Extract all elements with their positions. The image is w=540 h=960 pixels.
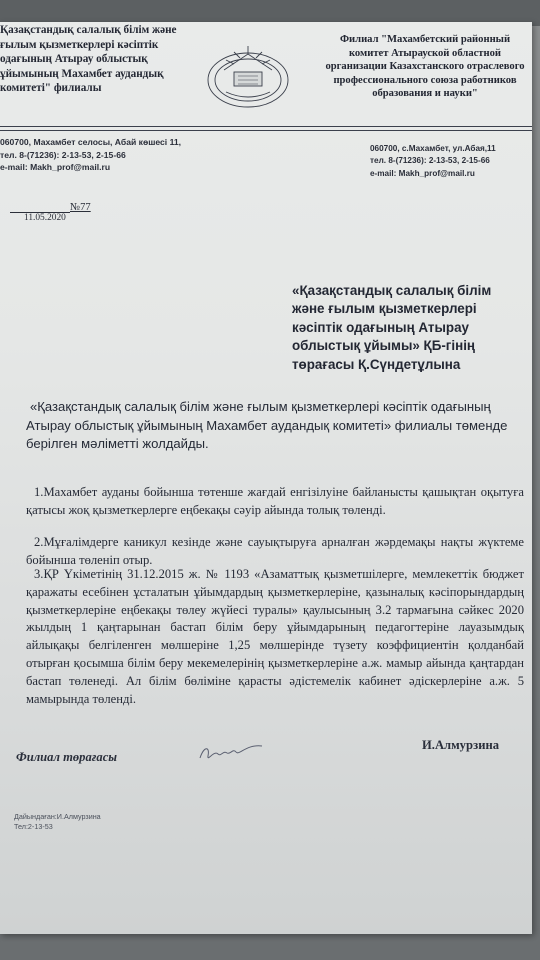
address-left: [0, 136, 220, 174]
header-left-line: одағының Атырау облыстық: [0, 53, 148, 66]
address-right-line: тел. 8-(71236): 2-13-53, 2-15-66: [370, 156, 490, 166]
address-right-line: 060700, с.Махамбет, ул.Абая,11: [370, 144, 496, 153]
union-emblem-logo: [204, 40, 292, 110]
handwritten-signature: [196, 738, 266, 768]
prepared-by-line: Дайындаған:И.Алмурзина: [14, 812, 101, 821]
header-right-line: профессионального союза работников: [333, 74, 517, 86]
header-left-line: Қазақстандық салалық білім және: [0, 24, 177, 36]
addressee: «Қазақстандық салалық білім және ғылым қызметкерлері кәсіптік одағының Атырау облыстық ұйымы» ҚБ-гінің төрағасы Қ.Сүндетұлына: [292, 283, 492, 372]
header-left-line: комитеті" филиалы: [0, 82, 102, 95]
header-left-line: ұйымының Махамбет аудандық: [0, 67, 164, 80]
address-left-line: 060700, Махамбет селосы, Абай көшесі 11,: [0, 137, 182, 147]
header-right-line: организации Казахстанского отраслевого: [325, 61, 525, 73]
signatory-role: Филиал төрағасы: [16, 750, 118, 764]
paragraph-3: 3.ҚР Үкіметінің 31.12.2015 ж. № 1193 «Азаматтық қызметшілерге, мемлекеттік бюджет қаражаты есебінен ұсталатын ұйымдардың қызметкерлеріне, қазыналық кәсіпорындардың қызметкерлеріне еңбекақы төлеу жүйесі туралы» қаулысының 3.2 тармағына сәйкес 2020 жылдың 1 қаңтарынан бастап білім беру ұйымдарының педагогтеріне лауазымдық айлықақы белгіленген мөлшеріне 1,25 мөлшерінде түзету коэффициентін қолданбай отырған қосымша білім беру мекемелерінің қызметкерлеріне а.ж. мамыр айында қаңтардан бастап төленеді. Ал білім бөліміне қарасты әдістемелік кабинет әдіскерлеріне а.ж. 5 мамырында төленді.: [26, 567, 524, 706]
header-left-line: ғылым қызметкерлері кәсіптік: [0, 38, 159, 51]
outgoing-number-block: [10, 202, 150, 223]
address-right-line: e-mail: Makh_prof@mail.ru: [370, 168, 475, 178]
prepared-by-phone: Тел:2-13-53: [14, 822, 53, 831]
outgoing-date: 11.05.2020: [24, 213, 66, 223]
address-left-line: тел. 8-(71236): 2-13-53, 2-15-66: [0, 149, 126, 160]
intro-paragraph: «Қазақстандық салалық білім және ғылым қызметкерлері кәсіптік одағының Атырау облыстық ұйымының Махамбет аудандық комитеті» филиалы төменде берілген мәліметті жолдайды.: [26, 399, 508, 452]
header-right-line: комитет Атырауской областной: [348, 47, 502, 59]
header-right-line: Филиал "Махамбетский районный: [339, 34, 511, 45]
header-left-block: [0, 23, 200, 96]
header-right-line: образования и науки": [372, 88, 478, 100]
paragraph-1: 1.Махамбет ауданы бойынша төтенше жағдай енгізілуіне байланысты қашықтан оқытуға қатысы жоқ қызметкерлерге еңбекақы сәуір айында толық төленді.: [26, 485, 524, 517]
paragraph-2: 2.Мұғалімдерге каникул кезінде және сауықтыруға арналған жәрдемақы нақты жүктеме бойынша төленіп отыр.: [26, 535, 524, 567]
header-divider: [0, 126, 532, 131]
header-right-block: [320, 33, 530, 101]
outgoing-number: №77: [70, 202, 91, 213]
signatory-name: И.Алмурзина: [422, 738, 500, 752]
address-right: [370, 143, 530, 180]
address-left-line: e-mail: Makh_prof@mail.ru: [0, 162, 111, 173]
prepared-by-block: [14, 812, 101, 832]
